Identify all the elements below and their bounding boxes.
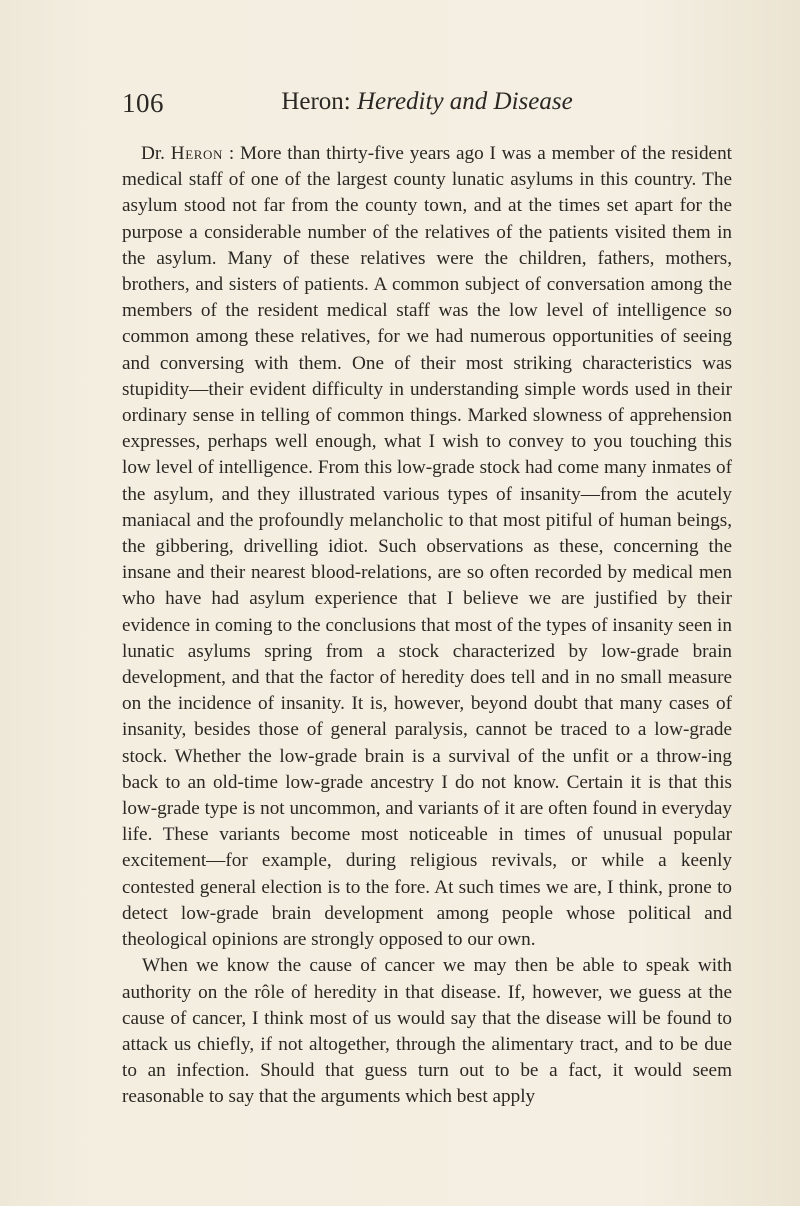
page-header [122,88,732,128]
paragraph [122,141,732,953]
body-text [122,141,732,1111]
speaker-prefix: Dr. [141,143,171,164]
page-number: 106 [122,88,164,118]
speaker-name: Heron [170,143,224,164]
running-head-separator: : [343,88,357,115]
running-head [122,88,732,116]
paragraph [122,953,732,1110]
running-head-title: Heredity and Disease [357,88,573,115]
paragraph-text: When we know the cause of cancer we may then be able to speak with authority on the rôle of heredity in that disease. If, however, we guess at the cause of cancer, I think most of us would say that the disease will be found to attack us chiefly, if not altogether, through the alimentary tract, and to be due to an infection. Should that guess turn out to be a fact, it would seem reasonable to say that the arguments which best apply [122,955,732,1108]
speaker-suffix: : [223,143,240,164]
paragraph-text: More than thirty-five years ago I was a member of the resident medical staff of one of the largest county lunatic asylums in this country. The asylum stood not far from the county town, and at the times set apart for the purpose a considerable number of the relatives of the patients visited them in the asylum. Many of these relatives were the children, fathers, mothers, brothers, and sisters of patients. A common subject of conversation among the members of the resident medical staff was the low level of intelligence so common among these relatives, for we had numerous opportunities of seeing and conversing with them. One of their most striking characteristics was stupidity—their evident difficulty in understanding simple words used in their ordinary sense in telling of common things. Marked slowness of apprehension expresses, perhaps well enough, what I wish to convey to you touching this low level of intelligence. From this low-grade stock had come many inmates of the asylum, and they illustrated various types of insanity—from the acutely maniacal and the profoundly melancholic to that most pitiful of human beings, the gibbering, drivelling idiot. Such observations as these, concerning the insane and their nearest blood-relations, are so often recorded by medical men who have had asylum experience that I believe we are justified by their evidence in coming to the conclusions that most of the types of insanity seen in lunatic asylums spring from a stock characterized by low-grade brain development, and that the factor of heredity does tell and in no small measure on the incidence of insanity. It is, however, beyond doubt that many cases of insanity, besides those of general paralysis, cannot be traced to a low-grade stock. Whether the low-grade brain is a survival of the unfit or a throw-ing back to an old-time low-grade ancestry I do not know. Certain it is that this low-grade type is not uncommon, and variants of it are often found in everyday life. These variants become most noticeable in times of unusual popular excitement—for example, during religious revivals, or while a keenly contested general election is to the fore. At such times we are, I think, prone to detect low-grade brain development among people whose political and theological opinions are strongly opposed to our own. [122,143,732,951]
running-head-author: Heron [281,88,344,115]
